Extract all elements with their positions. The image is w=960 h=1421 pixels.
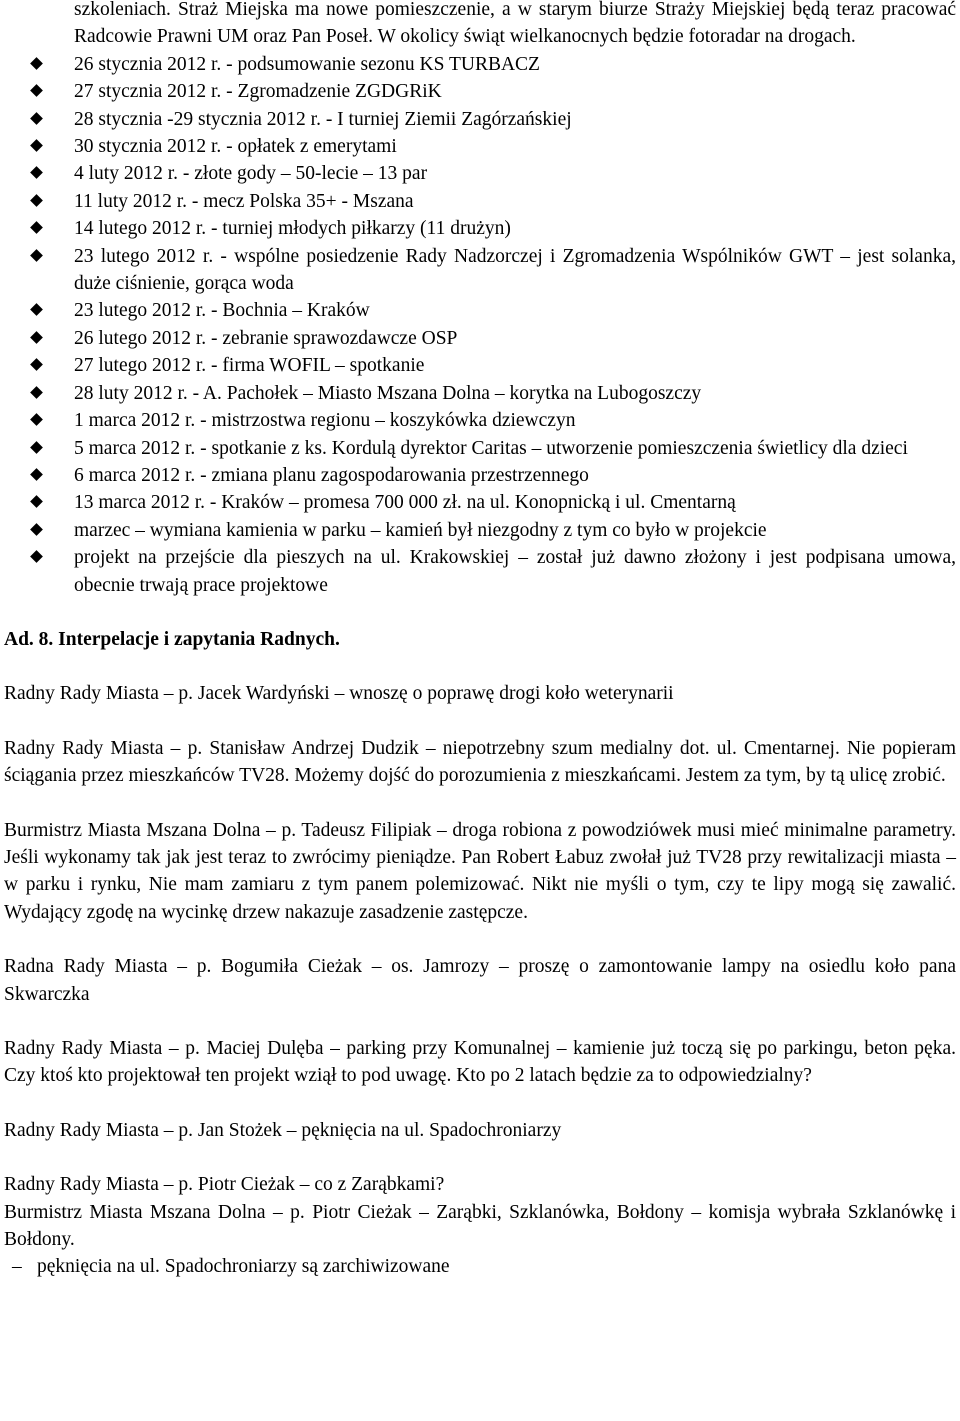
list-item: 11 luty 2012 r. - mecz Polska 35+ - Mszana bbox=[4, 188, 956, 215]
list-item: 6 marca 2012 r. - zmiana planu zagospodarowania przestrzennego bbox=[4, 462, 956, 489]
document-page bbox=[4, 0, 956, 1281]
list-item: 23 lutego 2012 r. - wspólne posiedzenie Rady Nadzorczej i Zgromadzenia Wspólników GWT – jest solanka, duże ciśnienie, gorąca woda bbox=[4, 243, 956, 298]
intro-paragraph: szkoleniach. Straż Miejska ma nowe pomieszczenie, a w starym biurze Straży Miejskiej będą teraz pracować Radcowie Prawni UM oraz Pan Poseł. W okolicy świąt wielkanocnych będzie fotoradar na drogach. bbox=[74, 0, 956, 48]
paragraph: Radny Rady Miasta – p. Stanisław Andrzej Dudzik – niepotrzebny szum medialny dot. ul. Cmentarnej. Nie popieram ściągania przez mieszkańców TV28. Możemy dojść do porozumienia z mieszkańcami. Jestem za tym, by tą ulicę zrobić. bbox=[4, 737, 956, 787]
diamond-bullet-icon bbox=[30, 304, 43, 317]
list-item: 4 luty 2012 r. - złote gody – 50-lecie – 13 par bbox=[4, 160, 956, 187]
list-item: 28 stycznia -29 stycznia 2012 r. - I turniej Ziemii Zagórzańskiej bbox=[4, 106, 956, 133]
diamond-bullet-icon bbox=[30, 194, 43, 207]
diamond-bullet-icon bbox=[30, 495, 43, 508]
list-item: 1 marca 2012 r. - mistrzostwa regionu – koszykówka dziewczyn bbox=[4, 407, 956, 434]
dash-bullet-icon: – bbox=[12, 1256, 22, 1278]
paragraph: Radna Rady Miasta – p. Bogumiła Cieżak – os. Jamrozy – proszę o zamontowanie lampy na osiedlu koło pana Skwarczka bbox=[4, 956, 956, 1005]
diamond-bullet-icon bbox=[30, 139, 43, 152]
paragraph: Burmistrz Miasta Mszana Dolna – p. Piotr Cieżak – Zarąbki, Szklanówka, Bołdony – komisja wybrała Szklanówkę i Bołdony. bbox=[4, 1201, 956, 1251]
list-item: 13 marca 2012 r. - Kraków – promesa 700 000 zł. na ul. Konopnicką i ul. Cmentarną bbox=[4, 489, 956, 516]
list-item: marzec – wymiana kamienia w parku – kamień był niezgodny z tym co było w projekcie bbox=[4, 517, 956, 544]
diamond-bullet-icon bbox=[30, 441, 43, 454]
diamond-bullet-icon bbox=[30, 468, 43, 481]
events-list bbox=[4, 51, 956, 599]
paragraph: Radny Rady Miasta – p. Jan Stożek – pęknięcia na ul. Spadochroniarzy bbox=[4, 1119, 562, 1141]
paragraph: Burmistrz Miasta Mszana Dolna – p. Tadeusz Filipiak – droga robiona z powodziówek musi mieć minimalne parametry. Jeśli wykonamy tak jak jest teraz to zwrócimy pieniądze. Pan Robert Łabuz zwołał już TV28 przy rewitalizacji miasta – w parku i rynku, Nie mam zamiaru z tym panem polemizować. Nikt nie myśli o tym, czy te lipy mogą się zawalić. Wydający zgodę na wycinkę drzew nakazuje zasadzenie zastępcze. bbox=[4, 819, 956, 923]
list-item: 27 lutego 2012 r. - firma WOFIL – spotkanie bbox=[4, 352, 956, 379]
list-item: 14 lutego 2012 r. - turniej młodych piłkarzy (11 drużyn) bbox=[4, 215, 956, 242]
diamond-bullet-icon bbox=[30, 358, 43, 371]
list-item: 23 lutego 2012 r. - Bochnia – Kraków bbox=[4, 297, 956, 324]
list-item: 26 stycznia 2012 r. - podsumowanie sezonu KS TURBACZ bbox=[4, 51, 956, 78]
diamond-bullet-icon bbox=[30, 221, 43, 234]
diamond-bullet-icon bbox=[30, 57, 43, 70]
diamond-bullet-icon bbox=[30, 413, 43, 426]
list-item: 5 marca 2012 r. - spotkanie z ks. Kordulą dyrektor Caritas – utworzenie pomieszczenia świetlicy dla dzieci bbox=[4, 435, 956, 462]
list-item: 30 stycznia 2012 r. - opłatek z emerytami bbox=[4, 133, 956, 160]
diamond-bullet-icon bbox=[30, 550, 43, 563]
list-item: 27 stycznia 2012 r. - Zgromadzenie ZGDGRiK bbox=[4, 78, 956, 105]
diamond-bullet-icon bbox=[30, 84, 43, 97]
paragraph: Radny Rady Miasta – p. Maciej Dulęba – parking przy Komunalnej – kamienie już toczą się po parkingu, beton pęka. Czy ktoś kto projektował ten projekt wziął to pod uwagę. Kto po 2 latach będzie za to odpowiedzialny? bbox=[4, 1038, 956, 1087]
diamond-bullet-icon bbox=[30, 112, 43, 125]
list-item: projekt na przejście dla pieszych na ul. Krakowskiej – został już dawno złożony i jest podpisana umowa, obecnie trwają prace projektowe bbox=[4, 544, 956, 599]
diamond-bullet-icon bbox=[30, 249, 43, 262]
section-heading: Ad. 8. Interpelacje i zapytania Radnych. bbox=[4, 628, 340, 650]
list-item: 28 luty 2012 r. - A. Pachołek – Miasto Mszana Dolna – korytka na Lubogoszczy bbox=[4, 380, 956, 407]
diamond-bullet-icon bbox=[30, 331, 43, 344]
diamond-bullet-icon bbox=[30, 167, 43, 180]
diamond-bullet-icon bbox=[30, 523, 43, 536]
dash-list-item: – pęknięcia na ul. Spadochroniarzy są zarchiwizowane bbox=[4, 1253, 956, 1280]
paragraph: Radny Rady Miasta – p. Jacek Wardyński – wnoszę o poprawę drogi koło weterynarii bbox=[4, 683, 674, 705]
paragraph: Radny Rady Miasta – p. Piotr Cieżak – co z Zarąbkami? bbox=[4, 1174, 445, 1196]
list-item: 26 lutego 2012 r. - zebranie sprawozdawcze OSP bbox=[4, 325, 956, 352]
diamond-bullet-icon bbox=[30, 386, 43, 399]
